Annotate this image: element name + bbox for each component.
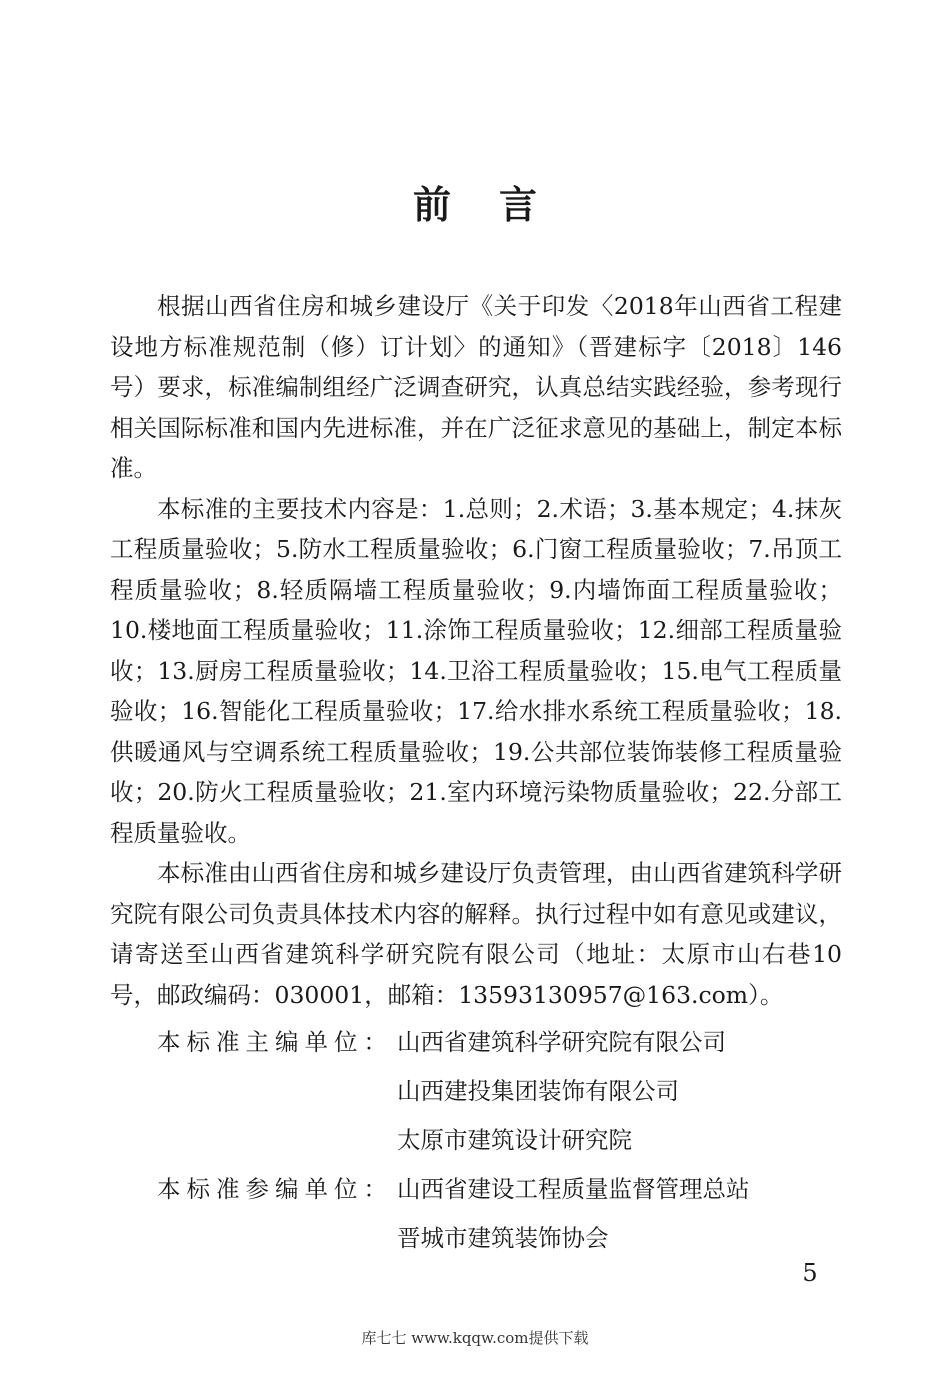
preface-body <box>110 286 842 1015</box>
participating-units-label: 本标准参编单位： <box>157 1175 393 1203</box>
participating-unit-name: 山西省建设工程质量监督管理总站 <box>397 1175 750 1203</box>
chief-units-label: 本标准主编单位： <box>157 1028 393 1056</box>
page-number: 5 <box>802 1259 818 1287</box>
chief-unit-name: 太原市建筑设计研究院 <box>397 1126 632 1154</box>
chief-unit-name: 山西省建筑科学研究院有限公司 <box>397 1028 726 1056</box>
download-footer: 库七七 www.kqqw.com提供下载 <box>361 1329 589 1347</box>
paragraph-management: 本标准由山西省住房和城乡建设厅负责管理，由山西省建筑科学研究院有限公司负责具体技术内容的解释。执行过程中如有意见或建议，请寄送至山西省建筑科学研究院有限公司（地址：太原市山右巷10号，邮政编码：030001，邮箱：13593130957@163.com）。 <box>110 859 842 1009</box>
chief-unit-name: 山西建投集团装饰有限公司 <box>397 1077 679 1105</box>
page-title: 前言 <box>412 182 585 227</box>
editing-units <box>110 1018 842 1263</box>
chief-unit-row <box>110 1116 842 1165</box>
paragraph-technical-content: 本标准的主要技术内容是：1.总则；2.术语；3.基本规定；4.抹灰工程质量验收；5.防水工程质量验收；6.门窗工程质量验收；7.吊顶工程质量验收；8.轻质隔墙工程质量验收；9.内墙饰面工程质量验收；10.楼地面工程质量验收；11.涂饰工程质量验收；12.细部工程质量验收；13.厨房工程质量验收；14.卫浴工程质量验收；15.电气工程质量验收；16.智能化工程质量验收；17.给水排水系统工程质量验收；18.供暖通风与空调系统工程质量验收；19.公共部位装饰装修工程质量验收；20.防火工程质量验收；21.室内环境污染物质量验收；22.分部工程质量验收。 <box>110 494 842 847</box>
participating-unit-name: 晋城市建筑装饰协会 <box>397 1224 609 1252</box>
participating-unit-row <box>110 1214 842 1263</box>
participating-unit-row <box>110 1165 842 1214</box>
paragraph-background: 根据山西省住房和城乡建设厅《关于印发〈2018年山西省工程建设地方标准规范制（修）订计划〉的通知》（晋建标字〔2018〕146号）要求，标准编制组经广泛调查研究，认真总结实践经验，参考现行相关国际标准和国内先进标准，并在广泛征求意见的基础上，制定本标准。 <box>110 292 842 482</box>
chief-unit-row <box>110 1067 842 1116</box>
chief-unit-row <box>110 1018 842 1067</box>
